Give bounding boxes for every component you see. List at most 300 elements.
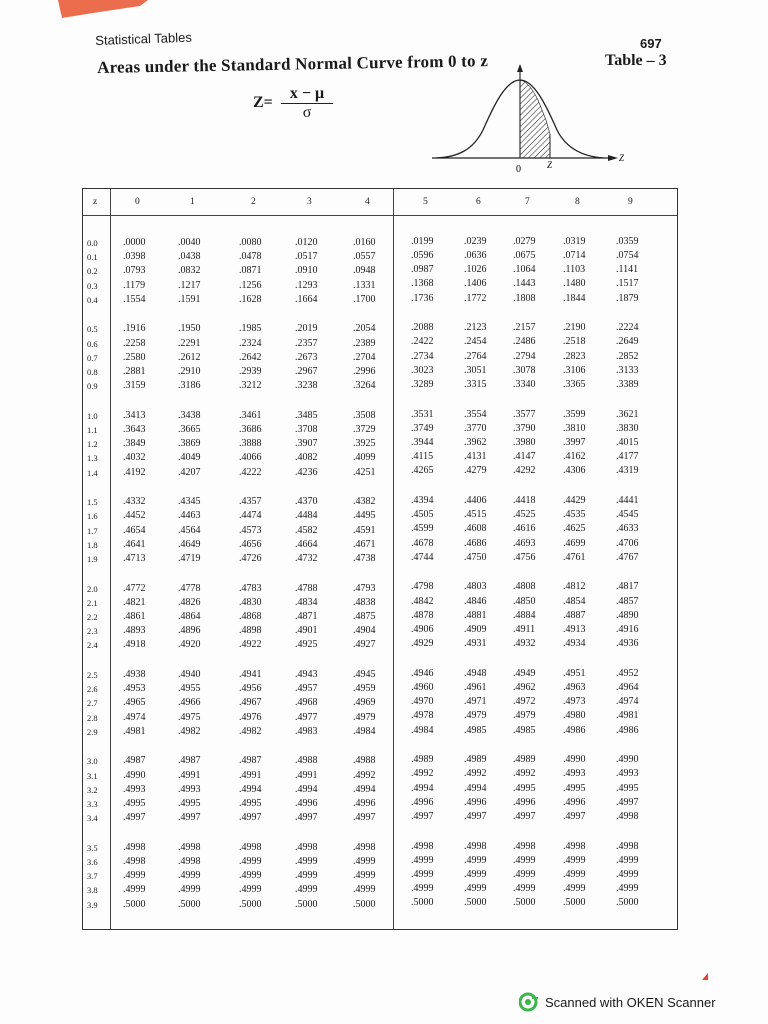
table-cell: .2019 [295,323,318,335]
table-cell: .4936 [616,638,639,650]
table-cell: .2673 [295,351,318,363]
table-cell: .4678 [411,537,434,549]
table-cell: .4972 [513,696,536,708]
table-cell: .4999 [239,870,262,882]
z-row-label: 3.6 [87,857,98,867]
table-cell: .4999 [411,854,434,866]
scanner-text: Scanned with OKEN Scanner [545,994,716,1010]
table-cell: .4671 [353,538,376,550]
z-row-label: 1.3 [87,453,98,464]
table-cell: .4997 [178,812,201,824]
table-cell: .4812 [563,581,586,593]
column-header-6: 6 [476,197,481,207]
table-cell: .4394 [411,495,434,506]
shaded-area [520,80,550,158]
z-row-label: 2.8 [87,712,98,723]
z-row-label: 2.6 [87,684,98,695]
table-cell: .4998 [239,841,262,853]
header-divider [83,215,677,216]
table-cell: .4441 [616,495,639,506]
table-cell: .1628 [239,293,262,305]
table-cell: .4573 [239,524,262,536]
table-cell: .4982 [239,725,262,737]
table-cell: .3078 [513,364,536,376]
table-cell: .4963 [563,682,586,693]
table-cell: .4998 [295,841,318,853]
z-row-label: 3.7 [87,871,98,882]
table-cell: .3340 [513,379,536,390]
table-cell: .4922 [239,639,262,651]
table-cell: .3830 [616,422,639,434]
table-cell: .2649 [616,336,639,348]
table-cell: .4826 [178,596,201,608]
table-cell: .4997 [513,811,536,822]
column-header-7: 7 [525,197,530,207]
table-cell: .2881 [123,366,146,377]
table-cell: .1331 [353,279,376,291]
table-cell: .4945 [353,669,376,680]
table-cell: .4783 [239,582,262,594]
table-cell: .4990 [123,769,146,781]
table-cell: .4993 [178,783,201,795]
table-cell: .4788 [295,582,318,594]
table-cell: .4966 [178,697,201,709]
table-cell: .4808 [513,581,536,593]
table-cell: .4664 [295,538,318,550]
table-cell: .3790 [513,422,536,434]
table-cell: .3159 [123,380,146,392]
table-cell: .0596 [411,250,434,261]
z-row-label: 0.8 [87,367,98,377]
table-cell: .4878 [411,609,434,621]
table-cell: .0319 [563,235,586,247]
z-column-divider [110,189,111,929]
table-cell: .4474 [239,510,262,522]
table-cell: .4207 [178,466,201,478]
table-cell: .4949 [513,667,536,679]
table-cell: .4998 [123,856,146,867]
table-cell: .4983 [295,725,318,737]
z-row-label: 2.9 [87,726,98,737]
table-cell: .4970 [411,696,434,708]
table-cell: .4998 [411,840,434,852]
table-cell: .3944 [411,437,434,448]
table-cell: .1141 [616,264,639,276]
table-cell: .4177 [616,451,639,463]
table-cell: .4319 [616,465,639,477]
table-cell: .4582 [295,524,318,536]
table-cell: .4998 [178,841,201,853]
table-cell: .4999 [411,869,434,880]
table-cell: .4984 [353,725,376,737]
z-row-label: 0.1 [87,252,98,263]
table-cell: .2054 [353,323,376,335]
table-cell: .4974 [123,711,146,723]
table-cell: .2422 [411,336,434,348]
table-cell: .4941 [239,669,262,680]
z-row-label: 2.1 [87,597,98,608]
table-cell: .4999 [353,856,376,867]
table-cell: .4999 [563,883,586,895]
table-cell: .3925 [353,438,376,450]
table-cell: .2224 [616,322,639,334]
table-cell: .4987 [123,755,146,767]
table-cell: .3554 [464,408,487,420]
table-cell: .4952 [616,667,639,679]
table-cell: .4999 [411,883,434,895]
table-cell: .2612 [178,351,201,363]
table-cell: .4994 [239,783,262,795]
table-cell: .2486 [513,336,536,348]
table-cell: .1293 [295,279,318,291]
table-cell: .4948 [464,667,487,679]
table-cell: .4998 [616,840,639,852]
table-cell: .3365 [563,379,586,390]
z-row-label: 3.5 [87,842,98,853]
table-cell: .4978 [411,710,434,722]
table-cell: .1368 [411,278,434,290]
table-cell: .1664 [295,293,318,305]
table-cell: .4989 [464,754,487,766]
table-cell: .0279 [513,235,536,247]
z-row-label: 2.7 [87,698,98,709]
table-cell: .4979 [353,711,376,723]
table-cell: .4332 [123,496,146,508]
table-cell: .4996 [353,798,376,809]
table-cell: .4732 [295,553,318,564]
normal-curve-figure [428,60,628,180]
z-row-label: 0.3 [87,280,98,291]
axis-label: Z [619,153,625,163]
table-cell: .4988 [353,755,376,767]
table-cell: .5000 [178,898,201,910]
corner-label: z [93,197,98,207]
table-cell: .4719 [178,553,201,564]
table-cell: .4999 [123,884,146,896]
table-cell: .0557 [353,251,376,263]
table-cell: .4989 [513,754,536,766]
z-row-label: 2.4 [87,640,98,651]
table-cell: .4981 [616,710,639,722]
table-cell: .4992 [353,769,376,781]
table-cell: .4838 [353,596,376,608]
z-row-label: 2.2 [87,612,98,622]
table-cell: .4999 [464,869,487,880]
column-header-9: 9 [628,197,633,207]
table-cell: .4495 [353,510,376,522]
table-cell: .4608 [464,523,487,535]
middle-column-divider [393,189,394,929]
table-cell: .4418 [513,495,536,506]
table-cell: .0199 [411,235,434,247]
table-cell: .4964 [616,682,639,693]
table-cell: .4861 [123,611,146,622]
table-cell: .4830 [239,596,262,608]
table-cell: .4955 [178,683,201,695]
z-mark-label: Z [547,160,553,170]
table-cell: .4793 [353,582,376,594]
table-cell: .4994 [295,783,318,795]
table-cell: .3315 [464,379,487,390]
table-cell: .3438 [178,409,201,421]
table-cell: .4999 [295,884,318,896]
z-row-label: 3.4 [87,813,98,824]
z-row-label: 2.5 [87,670,98,680]
table-cell: .4032 [123,452,146,464]
scanner-watermark [519,992,716,1012]
table-cell: .4857 [616,595,639,607]
table-cell: .4996 [464,796,487,808]
table-cell: .4956 [239,683,262,695]
table-cell: .3508 [353,409,376,421]
table-cell: .4875 [353,611,376,622]
table-cell: .1480 [563,278,586,290]
table-cell: .4881 [464,609,487,621]
table-cell: .4995 [563,782,586,794]
table-cell: .0398 [123,251,146,263]
formula-fraction [281,85,333,122]
table-cell: .2794 [513,350,536,362]
table-cell: .4997 [123,812,146,824]
table-cell: .4744 [411,551,434,563]
table-cell: .1026 [464,264,487,276]
z-row-label: 3.1 [87,770,98,781]
table-cell: .4973 [563,696,586,708]
normal-area-table [82,188,678,930]
table-cell: .4996 [563,796,586,808]
table-cell: .0948 [353,265,376,277]
table-cell: .4979 [513,710,536,722]
table-cell: .4999 [239,856,262,867]
table-cell: .4991 [295,769,318,781]
table-cell: .4993 [616,768,639,780]
table-cell: .4992 [411,768,434,780]
table-cell: .3997 [563,437,586,448]
table-cell: .4999 [239,884,262,896]
table-cell: .4989 [411,754,434,766]
table-cell: .2996 [353,366,376,377]
table-cell: .4706 [616,537,639,549]
table-cell: .4995 [239,798,262,809]
table-cell: .4463 [178,510,201,522]
table-cell: .0793 [123,265,146,277]
table-cell: .4999 [513,883,536,895]
table-cell: .4616 [513,523,536,535]
table-cell: .4997 [563,811,586,822]
table-cell: .4798 [411,581,434,593]
z-row-label: 2.3 [87,626,98,637]
table-cell: .4999 [513,869,536,880]
table-cell: .2088 [411,322,434,334]
z-row-label: 0.6 [87,338,98,349]
z-row-label: 1.4 [87,467,98,478]
table-cell: .4370 [295,496,318,508]
table-cell: .3461 [239,409,262,421]
table-cell: .1064 [513,264,536,276]
table-cell: .4987 [239,755,262,767]
table-cell: .3665 [178,424,201,435]
table-cell: .3708 [295,424,318,435]
table-cell: .4817 [616,581,639,593]
table-cell: .4997 [616,796,639,808]
table-cell: .0714 [563,250,586,261]
table-cell: .4999 [178,884,201,896]
table-cell: .4938 [123,669,146,680]
table-cell: .5000 [464,897,487,909]
table-cell: .4633 [616,523,639,535]
z-row-label: 1.7 [87,525,98,536]
z-row-label: 3.3 [87,799,98,809]
page-number: 697 [640,36,662,51]
z-row-label: 3.9 [87,899,98,910]
table-cell: .0987 [411,264,434,276]
table-cell: .5000 [295,898,318,910]
table-cell: .4999 [464,854,487,866]
table-cell: .3413 [123,409,146,421]
table-cell: .4977 [295,711,318,723]
table-cell: .4192 [123,466,146,478]
table-cell: .0000 [123,237,146,248]
table-cell: .4357 [239,496,262,508]
origin-label: 0 [516,164,521,175]
table-cell: .4345 [178,496,201,508]
table-cell: .4913 [563,624,586,635]
table-cell: .2190 [563,322,586,334]
table-cell: .4974 [616,696,639,708]
table-cell: .4994 [353,783,376,795]
table-cell: .4998 [616,811,639,822]
table-cell: .1772 [464,292,487,304]
table-cell: .4968 [295,697,318,709]
table-cell: .4925 [295,639,318,651]
table-cell: .2357 [295,337,318,349]
table-cell: .4147 [513,451,536,463]
table-cell: .4909 [464,624,487,635]
table-cell: .4893 [123,625,146,637]
table-cell: .4778 [178,582,201,594]
table-cell: .1916 [123,323,146,335]
table-label: Table – 3 [605,52,667,69]
table-cell: .4641 [123,538,146,550]
table-cell: .4756 [513,551,536,563]
table-cell: .4980 [563,710,586,722]
z-row-label: 1.8 [87,539,98,550]
z-row-label: 0.2 [87,266,98,277]
table-cell: .4999 [616,854,639,866]
table-cell: .4750 [464,551,487,563]
table-cell: .0754 [616,250,639,261]
z-row-label: 1.2 [87,439,98,450]
table-cell: .4998 [563,840,586,852]
table-cell: .4898 [239,625,262,637]
table-cell: .4803 [464,581,487,593]
z-row-label: 3.2 [87,784,98,795]
table-cell: .4099 [353,452,376,464]
table-cell: .4999 [563,869,586,880]
table-cell: .3643 [123,424,146,435]
table-cell: .4821 [123,596,146,608]
table-cell: .4429 [563,495,586,506]
formula-denominator: σ [302,104,312,121]
table-cell: .4999 [513,854,536,866]
table-cell: .4834 [295,596,318,608]
table-cell: .4997 [295,812,318,824]
table-cell: .4998 [123,841,146,853]
z-row-label: 1.6 [87,511,98,522]
table-cell: .4131 [464,451,487,463]
z-row-label: 1.0 [87,410,98,421]
table-cell: .3238 [295,380,318,392]
table-cell: .5000 [239,898,262,910]
table-cell: .4699 [563,537,586,549]
z-row-label: 0.0 [87,238,98,248]
table-cell: .1844 [563,292,586,304]
table-cell: .4999 [464,883,487,895]
table-cell: .3212 [239,380,262,392]
z-row-label: 2.0 [87,583,98,594]
table-cell: .4996 [295,798,318,809]
table-cell: .3888 [239,438,262,450]
table-cell: .4515 [464,509,487,521]
table-cell: .4868 [239,611,262,622]
table-cell: .3849 [123,438,146,450]
table-cell: .4906 [411,624,434,635]
z-row-label: 1.1 [87,425,98,435]
z-row-label: 1.5 [87,497,98,508]
table-cell: .4999 [353,884,376,896]
table-cell: .0120 [295,237,318,248]
table-cell: .1217 [178,279,201,291]
table-cell: .5000 [353,898,376,910]
column-header-0: 0 [135,197,140,207]
table-cell: .4082 [295,452,318,464]
table-cell: .4864 [178,611,201,622]
table-cell: .2967 [295,366,318,377]
table-cell: .4971 [464,696,487,708]
table-cell: .4452 [123,510,146,522]
table-cell: .4931 [464,638,487,650]
table-cell: .4967 [239,697,262,709]
table-cell: .3686 [239,424,262,435]
table-cell: .1443 [513,278,536,290]
section-header: Statistical Tables [95,29,193,48]
table-cell: .4599 [411,523,434,535]
table-cell: .4959 [353,683,376,695]
table-cell: .4222 [239,466,262,478]
table-cell: .2389 [353,337,376,349]
table-cell: .4896 [178,625,201,637]
table-cell: .4999 [295,856,318,867]
table-cell: .3485 [295,409,318,421]
table-cell: .4265 [411,465,434,477]
table-cell: .4943 [295,669,318,680]
table-cell: .4992 [464,768,487,780]
table-cell: .4911 [513,624,536,635]
table-cell: .5000 [563,897,586,909]
table-cell: .4115 [411,451,434,463]
z-row-label: 0.5 [87,324,98,335]
table-cell: .4981 [123,725,146,737]
table-cell: .5000 [616,897,639,909]
table-cell: .0080 [239,237,262,248]
column-header-8: 8 [575,197,580,207]
table-cell: .4842 [411,595,434,607]
table-cell: .4999 [178,870,201,882]
z-row-label: 3.8 [87,885,98,896]
table-cell: .2580 [123,351,146,363]
table-cell: .4591 [353,524,376,536]
z-row-label: 3.0 [87,756,98,767]
